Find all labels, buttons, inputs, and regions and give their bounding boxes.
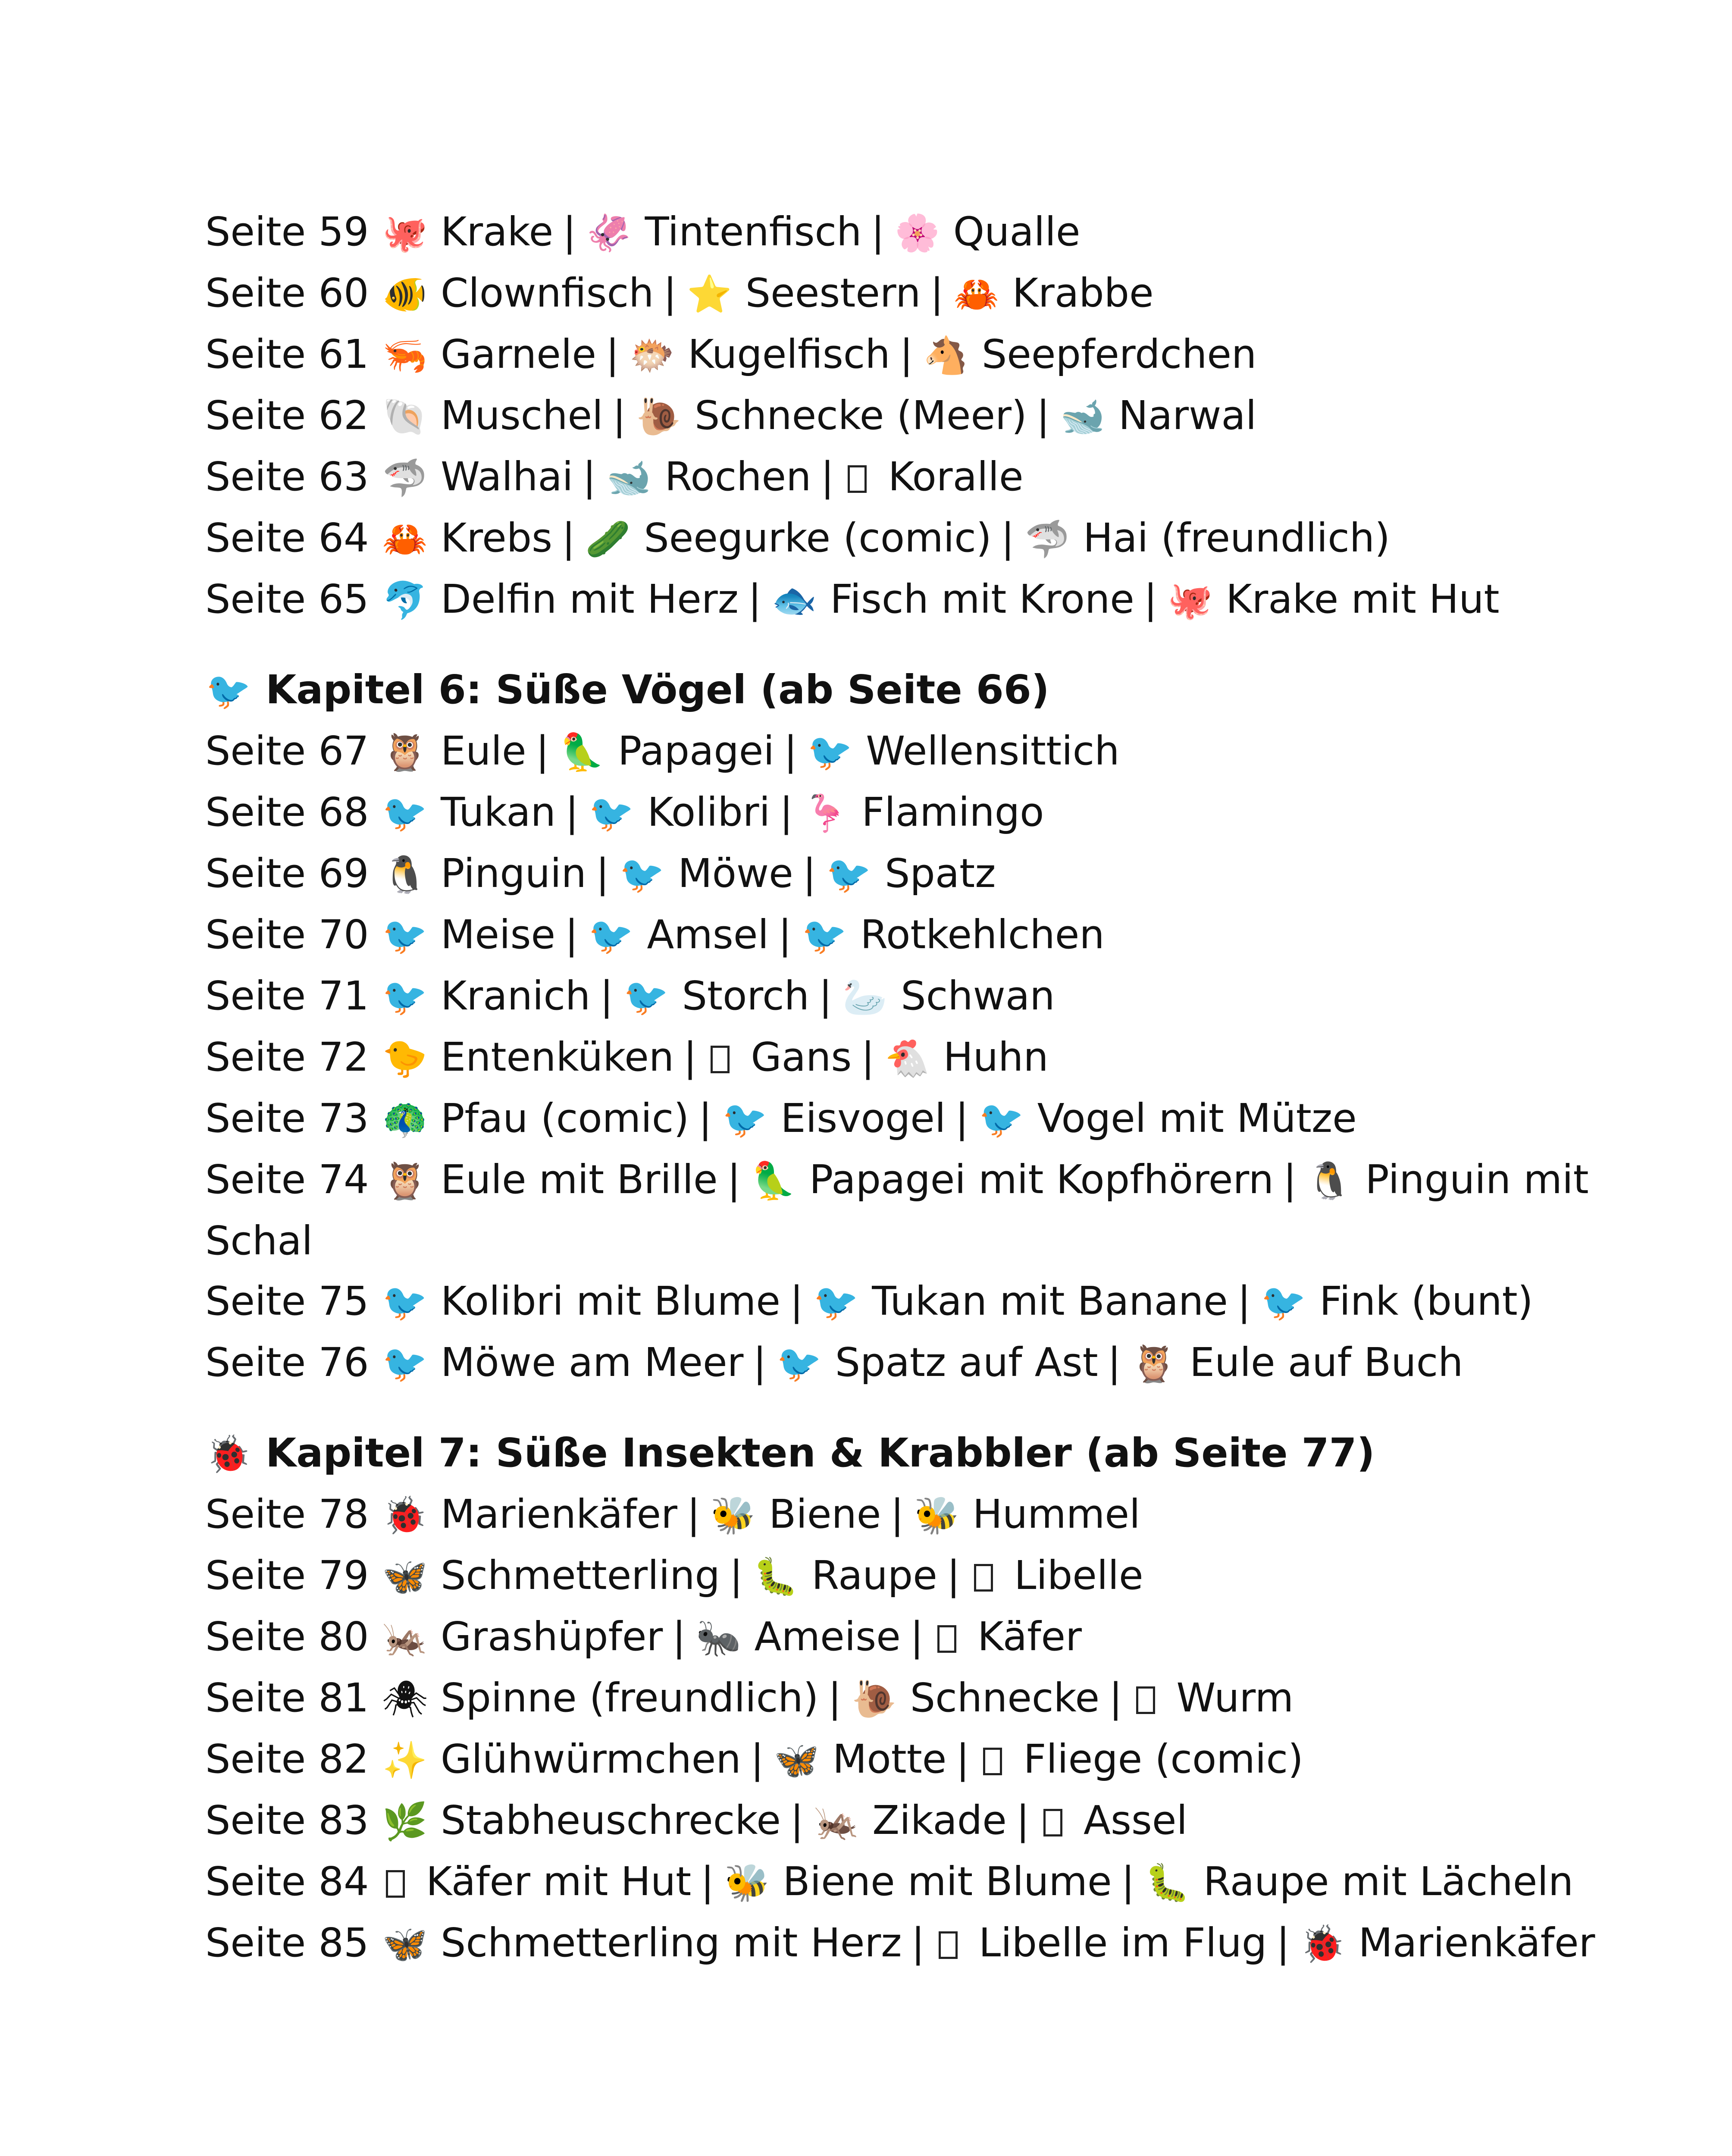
animal-label: Möwe am Meer (441, 1339, 744, 1385)
animal-label: Ameise (754, 1614, 901, 1660)
horse-face-icon: 🐴 (923, 334, 968, 376)
peacock-icon: 🦚 (382, 1098, 428, 1141)
animal-label: Motte (832, 1736, 947, 1782)
animal-label: Qualle (953, 209, 1081, 255)
animal-label: Seestern (745, 270, 921, 316)
index-entry (205, 385, 1628, 447)
page-number: Seite 67 (205, 728, 369, 774)
separator: | (911, 1920, 925, 1966)
index-entry (205, 508, 1628, 569)
page-number: Seite 85 (205, 1920, 369, 1966)
missing-glyph-icon (848, 465, 867, 493)
animal-label: Grashüpfer (441, 1614, 663, 1660)
snail-icon: 🐌 (636, 395, 682, 438)
bird-icon: 🐦 (382, 976, 428, 1018)
parrot-icon: 🦜 (559, 731, 604, 773)
index-entry (205, 263, 1628, 324)
index-list (205, 202, 1628, 1974)
index-entry (205, 843, 1628, 905)
bird-icon: 🐦 (588, 915, 634, 957)
shark-icon: 🦈 (1024, 518, 1070, 560)
separator: | (1283, 1156, 1297, 1203)
animal-label: Spatz (884, 850, 996, 896)
shrimp-icon: 🦐 (382, 334, 428, 376)
chapter-heading (205, 660, 1628, 721)
separator: | (1107, 1339, 1121, 1385)
page-number: Seite 69 (205, 850, 369, 896)
page-number: Seite 79 (205, 1552, 369, 1598)
separator: | (536, 728, 549, 774)
page-number: Seite 62 (205, 392, 369, 439)
index-entry (205, 1545, 1628, 1607)
blowfish-icon: 🐡 (629, 334, 675, 376)
cricket-icon: 🦗 (814, 1800, 859, 1843)
chicken-icon: 🐔 (885, 1037, 930, 1079)
index-entry (205, 324, 1628, 385)
animal-label: Vogel mit Mütze (1037, 1095, 1357, 1141)
index-entry (205, 1332, 1628, 1394)
animal-label: Koralle (888, 454, 1024, 500)
animal-label: Eisvogel (780, 1095, 946, 1141)
missing-glyph-icon (974, 1564, 993, 1592)
animal-label: Tukan (441, 789, 556, 835)
index-entry (205, 569, 1628, 630)
animal-label: Rotkehlchen (860, 912, 1105, 958)
separator: | (1143, 576, 1157, 622)
animal-label: Rochen (664, 454, 811, 500)
animal-label: Walhai (441, 454, 573, 500)
animal-label: Narwal (1118, 392, 1257, 439)
bird-icon: 🐦 (722, 1098, 767, 1141)
separator: | (956, 1736, 970, 1782)
animal-label: Seepferdchen (981, 331, 1257, 377)
bird-icon: 🐦 (382, 1342, 428, 1385)
bird-icon: 🐦 (589, 792, 634, 834)
octopus-icon: 🐙 (382, 212, 428, 254)
missing-glyph-icon (711, 1046, 730, 1073)
separator: | (683, 1034, 697, 1080)
separator: | (750, 1736, 764, 1782)
swan-icon: 🦢 (842, 976, 888, 1018)
separator: | (663, 270, 677, 316)
star-icon: ⭐ (687, 273, 732, 315)
page-number: Seite 60 (205, 270, 369, 316)
animal-label: Muschel (441, 392, 603, 439)
bird-icon: 🐦 (206, 670, 251, 712)
octopus-icon: 🐙 (1167, 579, 1213, 621)
owl-icon: 🦉 (1131, 1342, 1177, 1385)
index-entry (205, 1271, 1628, 1332)
page-number: Seite 78 (205, 1491, 369, 1537)
page-number: Seite 81 (205, 1675, 369, 1721)
separator: | (946, 1552, 960, 1598)
bird-icon: 🐦 (382, 792, 428, 834)
page-number: Seite 80 (205, 1614, 369, 1660)
page-number: Seite 72 (205, 1034, 369, 1080)
separator: | (819, 973, 833, 1019)
chapter-heading (205, 1423, 1628, 1484)
missing-glyph-icon (937, 1625, 956, 1653)
separator: | (727, 1156, 741, 1203)
animal-label: Spinne (freundlich) (441, 1675, 819, 1721)
flower-icon: 🌸 (895, 212, 940, 254)
separator: | (930, 270, 944, 316)
animal-label: Wurm (1176, 1675, 1294, 1721)
animal-label: Eule auf Buch (1190, 1339, 1463, 1385)
page-number: Seite 74 (205, 1156, 369, 1203)
animal-label: Marienkäfer (441, 1491, 677, 1537)
separator: | (686, 1491, 700, 1537)
bird-icon: 🐦 (1261, 1281, 1306, 1323)
index-entry (205, 1913, 1628, 1974)
separator: | (789, 1278, 803, 1324)
missing-glyph-icon (1136, 1686, 1155, 1714)
separator: | (828, 1675, 842, 1721)
dolphin-icon: 🐬 (382, 579, 428, 621)
animal-label: Huhn (943, 1034, 1049, 1080)
penguin-icon: 🐧 (1306, 1159, 1352, 1202)
separator: | (606, 331, 619, 377)
bird-icon: 🐦 (382, 1281, 428, 1323)
butterfly-icon: 🦋 (382, 1923, 428, 1965)
animal-label: Schnecke (Meer) (694, 392, 1027, 439)
index-entry (205, 1484, 1628, 1545)
bird-icon: 🐦 (777, 1342, 822, 1385)
cucumber-icon: 🥒 (585, 518, 631, 560)
page-number: Seite 63 (205, 454, 369, 500)
butterfly-icon: 🦋 (382, 1555, 428, 1598)
separator: | (890, 1491, 904, 1537)
separator: | (790, 1797, 804, 1843)
fish-icon: 🐟 (771, 579, 817, 621)
index-entry (205, 1668, 1628, 1729)
separator: | (778, 912, 792, 958)
bird-icon: 🐦 (813, 1281, 859, 1323)
animal-label: Marienkäfer (1358, 1920, 1595, 1966)
separator: | (562, 515, 576, 561)
page-number: Seite 61 (205, 331, 369, 377)
page-number: Seite 68 (205, 789, 369, 835)
animal-label: Meise (441, 912, 556, 958)
index-entry (205, 1607, 1628, 1668)
bee-icon: 🐝 (724, 1861, 770, 1904)
page-number: Seite 73 (205, 1095, 369, 1141)
snail-icon: 🐌 (852, 1678, 897, 1720)
animal-label: Raupe (811, 1552, 937, 1598)
ladybug-icon: 🐞 (1300, 1923, 1345, 1965)
index-entry (205, 202, 1628, 263)
herb-icon: 🌿 (382, 1800, 428, 1843)
index-entry (205, 1150, 1628, 1271)
animal-label: Kolibri (647, 789, 770, 835)
caterpillar-icon: 🐛 (1145, 1861, 1190, 1904)
animal-label: Kolibri mit Blume (441, 1278, 780, 1324)
animal-label: Eule mit Brille (441, 1156, 718, 1203)
animal-label: Fisch mit Krone (830, 576, 1134, 622)
animal-label: Schwan (901, 973, 1055, 1019)
animal-label: Fliege (comic) (1023, 1736, 1303, 1782)
animal-label: Wellensittich (866, 728, 1120, 774)
index-entry (205, 905, 1628, 966)
index-entry (205, 447, 1628, 508)
animal-label: Kugelfisch (688, 331, 890, 377)
animal-label: Krabbe (1012, 270, 1154, 316)
page-number: Seite 59 (205, 209, 369, 255)
animal-label: Eule (441, 728, 526, 774)
missing-glyph-icon (1043, 1809, 1062, 1836)
caterpillar-icon: 🐛 (753, 1555, 799, 1598)
bird-icon: 🐦 (802, 915, 847, 957)
animal-label: Entenküken (441, 1034, 674, 1080)
separator: | (583, 454, 596, 500)
spider-icon: 🕷 (382, 1678, 428, 1720)
animal-label: Glühwürmchen (441, 1736, 741, 1782)
separator: | (1121, 1858, 1135, 1905)
page-number: Seite 64 (205, 515, 369, 561)
cricket-icon: 🦗 (382, 1617, 428, 1659)
animal-label: Pinguin (441, 850, 586, 896)
animal-label: Schnecke (910, 1675, 1100, 1721)
separator: | (1237, 1278, 1251, 1324)
parrot-icon: 🦜 (751, 1159, 796, 1202)
animal-label: Gans (751, 1034, 852, 1080)
bee-icon: 🐝 (914, 1494, 959, 1536)
separator: | (899, 331, 913, 377)
animal-label: Seegurke (comic) (644, 515, 992, 561)
animal-label: Spatz auf Ast (835, 1339, 1098, 1385)
animal-label: Amsel (647, 912, 769, 958)
animal-label: Käfer (977, 1614, 1082, 1660)
animal-label: Tukan mit Banane (872, 1278, 1228, 1324)
missing-glyph-icon (386, 1870, 405, 1898)
separator: | (871, 209, 885, 255)
index-entry (205, 966, 1628, 1027)
separator: | (910, 1614, 924, 1660)
missing-glyph-icon (983, 1748, 1002, 1775)
page-number: Seite 76 (205, 1339, 369, 1385)
separator: | (565, 789, 579, 835)
animal-label: Papagei (617, 728, 774, 774)
page-number: Seite 75 (205, 1278, 369, 1324)
butterfly-icon: 🦋 (774, 1739, 819, 1781)
animal-label: Tintenfisch (645, 209, 862, 255)
animal-label: Flamingo (861, 789, 1044, 835)
bird-icon: 🐦 (979, 1098, 1024, 1141)
animal-label: Pfau (comic) (441, 1095, 689, 1141)
separator: | (595, 850, 609, 896)
animal-label: Krebs (441, 515, 553, 561)
animal-label: Stabheuschrecke (441, 1797, 781, 1843)
crab-icon: 🦀 (954, 273, 999, 315)
separator: | (861, 1034, 875, 1080)
separator: | (1276, 1920, 1290, 1966)
ladybug-icon: 🐞 (382, 1494, 428, 1536)
animal-label: Kranich (441, 973, 591, 1019)
animal-label: Clownfisch (441, 270, 654, 316)
animal-label: Biene (769, 1491, 881, 1537)
page-number: Seite 82 (205, 1736, 369, 1782)
shark-icon: 🦈 (382, 457, 428, 499)
separator: | (698, 1095, 712, 1141)
animal-label: Zikade (872, 1797, 1007, 1843)
owl-icon: 🦉 (382, 1159, 428, 1202)
separator: | (1036, 392, 1050, 439)
animal-label: Krake (441, 209, 554, 255)
index-entry (205, 721, 1628, 782)
separator: | (780, 789, 793, 835)
separator: | (955, 1095, 969, 1141)
missing-glyph-icon (939, 1931, 958, 1959)
animal-label: Möwe (678, 850, 793, 896)
index-entry (205, 1729, 1628, 1790)
sparkles-icon: ✨ (382, 1739, 428, 1781)
owl-icon: 🦉 (382, 731, 428, 773)
chapter-title: Kapitel 6: Süße Vögel (ab Seite 66) (266, 667, 1049, 713)
separator: | (563, 209, 576, 255)
animal-label: Storch (682, 973, 810, 1019)
whale-icon: 🐋 (606, 457, 651, 499)
separator: | (612, 392, 626, 439)
shell-icon: 🐚 (382, 395, 428, 438)
animal-label: Garnele (441, 331, 596, 377)
page-number: Seite 70 (205, 912, 369, 958)
chapter-title: Kapitel 7: Süße Insekten & Krabbler (ab Seite 77) (266, 1430, 1375, 1476)
page-number: Seite 84 (205, 1858, 369, 1905)
index-entry (205, 782, 1628, 843)
index-entry (205, 1027, 1628, 1088)
bird-icon: 🐦 (826, 853, 872, 896)
bird-icon: 🐦 (623, 976, 669, 1018)
whale-icon: 🐋 (1060, 395, 1106, 438)
animal-label: Biene mit Blume (783, 1858, 1112, 1905)
animal-label: Pinguin mit Schal (205, 1156, 1589, 1264)
bird-icon: 🐦 (619, 853, 665, 896)
bird-icon: 🐦 (807, 731, 853, 773)
separator: | (565, 912, 579, 958)
separator: | (701, 1858, 714, 1905)
separator: | (600, 973, 614, 1019)
page-number: Seite 71 (205, 973, 369, 1019)
separator: | (748, 576, 761, 622)
bird-icon: 🐦 (382, 915, 428, 957)
animal-label: Raupe mit Lächeln (1203, 1858, 1574, 1905)
animal-label: Krake mit Hut (1226, 576, 1500, 622)
index-entry (205, 1790, 1628, 1852)
separator: | (1109, 1675, 1123, 1721)
crab-icon: 🦀 (382, 518, 428, 560)
separator: | (783, 728, 797, 774)
penguin-icon: 🐧 (382, 853, 428, 896)
ladybug-icon: 🐞 (206, 1433, 251, 1475)
chick-icon: 🐤 (382, 1037, 428, 1079)
animal-label: Libelle im Flug (978, 1920, 1267, 1966)
bee-icon: 🐝 (710, 1494, 756, 1536)
squid-icon: 🦑 (586, 212, 632, 254)
separator: | (729, 1552, 743, 1598)
animal-label: Schmetterling mit Herz (441, 1920, 902, 1966)
separator: | (821, 454, 834, 500)
index-entry (205, 1088, 1628, 1150)
separator: | (802, 850, 816, 896)
animal-label: Delfin mit Herz (441, 576, 739, 622)
tropical-fish-icon: 🐠 (382, 273, 428, 315)
page-number: Seite 65 (205, 576, 369, 622)
animal-label: Assel (1084, 1797, 1188, 1843)
animal-label: Schmetterling (441, 1552, 720, 1598)
ant-icon: 🐜 (696, 1617, 741, 1659)
animal-label: Libelle (1014, 1552, 1143, 1598)
separator: | (672, 1614, 686, 1660)
flamingo-icon: 🦩 (803, 792, 849, 834)
separator: | (1016, 1797, 1030, 1843)
animal-label: Käfer mit Hut (426, 1858, 692, 1905)
page-number: Seite 83 (205, 1797, 369, 1843)
animal-label: Hai (freundlich) (1083, 515, 1390, 561)
animal-label: Papagei mit Kopfhörern (809, 1156, 1274, 1203)
index-entry (205, 1852, 1628, 1913)
separator: | (753, 1339, 767, 1385)
animal-label: Fink (bunt) (1319, 1278, 1533, 1324)
separator: | (1001, 515, 1015, 561)
animal-label: Hummel (972, 1491, 1140, 1537)
